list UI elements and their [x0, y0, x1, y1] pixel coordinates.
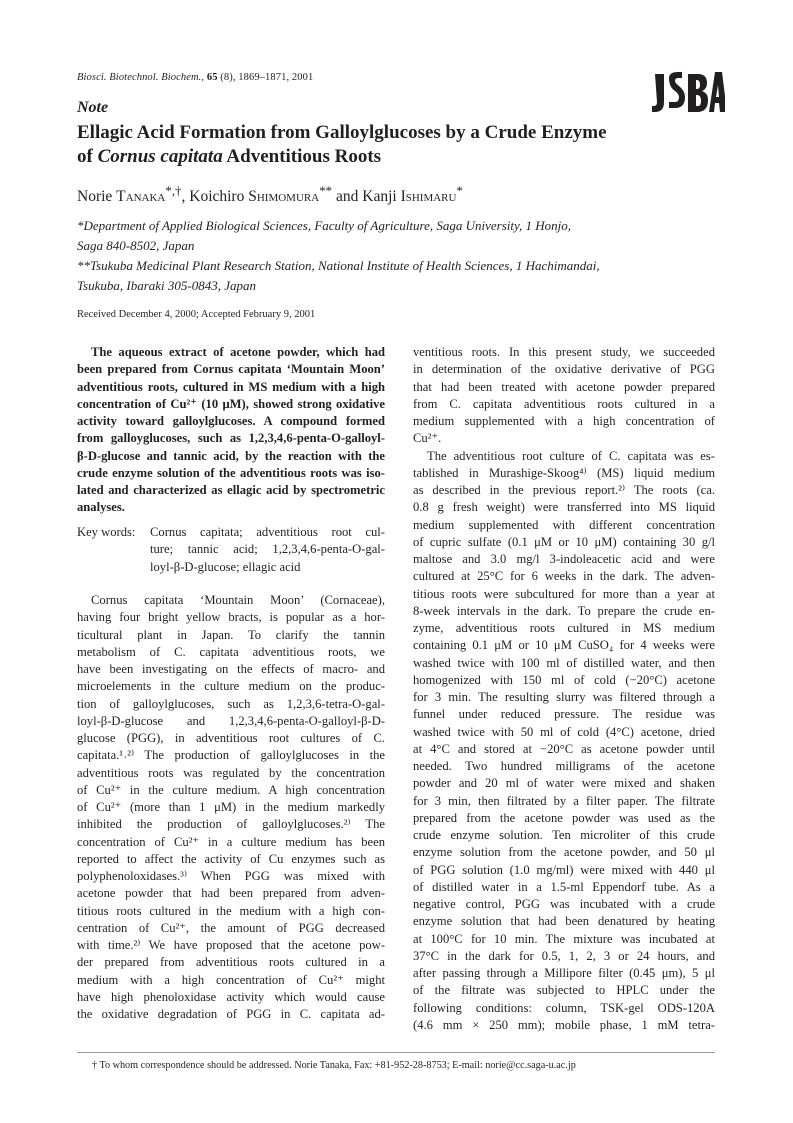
body-line: for 3 min, then filtrated by a filter paper. The filtrate	[413, 793, 715, 808]
abstract-line: β-D-glucose and tannic acid, by the reaction with the	[77, 448, 385, 463]
body-line: inhibited the production of galloylglucoses.²⁾ The	[77, 817, 385, 832]
body-line: homogenized with 150 ml of cold (−20°C) acetone	[413, 672, 715, 687]
body-line: prepared from the acetone powder was used as the	[413, 810, 715, 825]
body-line: medium supplemented with a high concentration of	[413, 414, 715, 428]
correspondence-footnote: † To whom correspondence should be addressed. Norie Tanaka, Fax: +81-952-28-8753; E-mail: norie@cc.saga-u.ac.jp	[92, 1060, 576, 1071]
title-line-2-pre: of	[77, 146, 98, 167]
author-1-last: Tanaka	[116, 188, 166, 206]
body-line: medium supplemented with different concentration	[413, 517, 715, 532]
body-line: centration of Cu²⁺, the amount of PGG decreased	[77, 920, 385, 935]
body-line: after passing through a Millipore filter (0.45 μm), 5 μl	[413, 966, 715, 980]
body-line: have been investigating on the effects of macro- and	[77, 662, 385, 676]
body-line: needed. Two hundred milligrams of the acetone	[413, 759, 715, 773]
abstract-line: adventitious roots, cultured in MS medium with a high	[77, 379, 385, 394]
article-title	[77, 121, 677, 169]
body-line: polyphenoloxidases.³⁾ When PGG was mixed with	[77, 869, 385, 883]
body-line: ticultural plant in Japan. To clarify the tannin	[77, 627, 385, 642]
body-line: having four bright yellow bracts, is popular as a hor-	[77, 610, 385, 625]
title-species: Cornus capitata	[97, 146, 223, 167]
body-line: zyme, adventitious roots cultured in MS medium	[413, 621, 715, 635]
affiliation-line: *Department of Applied Biological Sciences, Faculty of Agriculture, Saga University, 1 Honjo,	[77, 218, 572, 233]
body-line: enzyme solution from the acetone powder, and 50 μl	[413, 845, 715, 860]
body-line: medium with a high concentration of Cu²⁺ might	[77, 972, 385, 987]
body-line: adventitious roots was regulated by the concentration	[77, 765, 385, 780]
keyword-line: Cornus capitata; adventitious root cul-	[150, 525, 385, 539]
abstract	[77, 344, 385, 517]
journal-name: Biosci. Biotechnol. Biochem.,	[77, 72, 205, 83]
body-line: that had been treated with acetone powder prepared	[413, 379, 715, 394]
body-line: as described in the previous report.²⁾ The roots (ca.	[413, 483, 715, 497]
body-line: loyl-β-D-glucose and 1,2,3,4,6-penta-O-galloyl-β-D-	[77, 713, 385, 728]
affiliation-line: Tsukuba, Ibaraki 305-0843, Japan	[77, 278, 256, 293]
body-line: acetone powder that had been prepared from adven-	[77, 886, 385, 901]
body-line: of Cu²⁺ (more than 1 μM) in the medium markedly	[77, 800, 385, 814]
body-line: of PGG solution (1.0 mg/ml) were mixed with 440 μl	[413, 862, 715, 877]
body-line: in determination of the oxidative derivative of PGG	[413, 362, 715, 377]
body-line: at 100°C for 10 min. The mixture was incubated at	[413, 931, 715, 946]
body-line: of Cu²⁺ in the culture medium. A high concentration	[77, 782, 385, 797]
jsba-logo	[651, 68, 725, 118]
body-line: reported to affect the activity of Cu enzymes such as	[77, 851, 385, 866]
title-line-1: Ellagic Acid Formation from Galloylglucoses by a Crude Enzyme	[77, 122, 607, 143]
author-1-mark: *,†	[165, 183, 182, 198]
body-line: capitata.¹˒²⁾ The production of galloylglucoses in the	[77, 748, 385, 763]
abstract-line: analyses.	[77, 500, 125, 515]
body-line: tablished in Murashige-Skoog⁴⁾ (MS) liquid medium	[413, 465, 715, 480]
keywords-text	[150, 524, 385, 576]
keywords-label: Key words:	[77, 525, 136, 539]
footnote-divider	[77, 1052, 715, 1053]
body-line: washed twice with 50 ml of cold (4°C) acetone, dried	[413, 724, 715, 739]
abstract-line: concentration of Cu²⁺ (10 μM), showed strong oxidative	[77, 396, 385, 411]
body-line: Cu²⁺.	[413, 431, 442, 446]
body-line: ventitious roots. In this present study, we succeeded	[413, 345, 715, 359]
affiliation-line: **Tsukuba Medicinal Plant Research Station, National Institute of Health Sciences, 1 Hachimandai,	[77, 258, 600, 273]
author-list: Norie Tanaka*,†, Koichiro Shimomura** and Kanji Ishimaru*	[77, 183, 463, 206]
author-3-mark: *	[456, 183, 463, 198]
body-line: (4.6 mm × 250 mm); mobile phase, 1 mM tetra-	[413, 1017, 715, 1032]
abstract-line: from galloyglucoses, such as 1,2,3,4,6-penta-O-galloyl-	[77, 431, 385, 446]
body-line: the oxidative degradation of PGG in C. capitata ad-	[77, 1007, 385, 1021]
article-type: Note	[77, 99, 109, 116]
body-line: The adventitious root culture of C. capitata was es-	[427, 448, 715, 463]
abstract-line: crude enzyme solution of the adventitious roots was iso-	[77, 465, 385, 480]
keyword-line: ture; tannic acid; 1,2,3,4,6-penta-O-gal-	[150, 542, 385, 557]
author-2-last: Shimomura	[248, 188, 320, 206]
body-line: washed twice with 100 ml of distilled water, and then	[413, 655, 715, 670]
author-3-first: Kanji	[362, 188, 397, 206]
body-line: tion of galloylglucoses, such as 1,2,3,6-tetra-O-gal-	[77, 696, 385, 711]
body-line: metabolism of C. capitata adventitious roots, we	[77, 644, 385, 659]
body-line: for 3 min. The resulting slurry was filtered through a	[413, 690, 715, 704]
body-line: glucose (PGG), in adventitious root cultures of C.	[77, 731, 385, 745]
abstract-line: activity toward galloylglucoses. A compound formed	[77, 414, 385, 428]
journal-citation	[77, 72, 313, 83]
body-line: following conditions: column, TSK-gel ODS-120A	[413, 1000, 715, 1015]
body-line: at 4°C and stored at −20°C as acetone powder until	[413, 741, 715, 756]
body-line: microelements in the culture medium on the produc-	[77, 679, 385, 694]
abstract-line: The aqueous extract of acetone powder, which had	[91, 345, 385, 359]
body-line: Cornus capitata ‘Mountain Moon’ (Cornaceae),	[91, 593, 385, 607]
body-line: enzyme solution that had been denatured by heating	[413, 914, 715, 929]
body-line: of distilled water in a 1.5-ml Eppendorf tube. As a	[413, 879, 715, 894]
body-line: cultured at 25°C for 6 weeks in the dark. The adven-	[413, 569, 715, 584]
body-line: 8-week intervals in the dark. To prepare the crude en-	[413, 603, 715, 618]
body-line: funnel under reduced pressure. The residue was	[413, 707, 715, 722]
received-date: Received December 4, 2000; Accepted February 9, 2001	[77, 309, 316, 320]
body-line: 0.8 g fresh weight) were transferred into MS liquid	[413, 500, 715, 515]
body-line: from C. capitata adventitious roots cultured in a	[413, 396, 715, 411]
keyword-line: loyl-β-D-glucose; ellagic acid	[150, 559, 301, 574]
abstract-line: lated and characterized as ellagic acid by spectrometric	[77, 483, 385, 497]
author-2-first: Koichiro	[189, 188, 245, 206]
journal-volume: 65	[206, 72, 218, 83]
body-line: with time.²⁾ We have proposed that the acetone pow-	[77, 938, 385, 952]
title-line-2	[77, 145, 677, 169]
body-line: titious roots cultured in the medium with a high con-	[77, 903, 385, 918]
body-line: negative control, PGG was incubated with a crude	[413, 897, 715, 911]
author-3-last: Ishimaru	[400, 188, 457, 206]
body-line: titious roots were subcultured for more than a year at	[413, 586, 715, 601]
body-line: powder and 20 ml of water were mixed and shaken	[413, 776, 715, 791]
body-line: crude enzyme solution. Ten microliter of this crude	[413, 828, 715, 842]
body-text-right-column	[413, 344, 715, 1034]
affiliations	[77, 216, 717, 296]
body-line: concentration of Cu²⁺ in a culture medium has been	[77, 834, 385, 849]
body-line: of cupric sulfate (0.1 μM or 10 μM) containing 30 g/l	[413, 534, 715, 549]
body-line: containing 0.1 μM or 10 μM CuSO₄ for 4 weeks were	[413, 638, 715, 653]
affiliation-line: Saga 840-8502, Japan	[77, 238, 195, 253]
body-line: der prepared from adventitious roots cultured in a	[77, 955, 385, 970]
abstract-line: been prepared from Cornus capitata ‘Mountain Moon’	[77, 362, 385, 377]
author-2-mark: **	[319, 183, 333, 198]
body-line: maltose and 3.0 mg/l 3-indoleacetic acid and were	[413, 552, 715, 566]
body-line: of the filtrate was subjected to HPLC under the	[413, 983, 715, 998]
journal-issue-pages: (8), 1869–1871, 2001	[220, 72, 314, 83]
body-text-left-column	[77, 592, 385, 1023]
body-line: 37°C in the dark for 0.5, 1, 2, 3 or 24 hours, and	[413, 948, 715, 963]
title-line-2-post: Adventitious Roots	[222, 146, 382, 167]
body-line: have high phenoloxidase activity which would cause	[77, 989, 385, 1004]
author-1-first: Norie	[77, 188, 113, 206]
